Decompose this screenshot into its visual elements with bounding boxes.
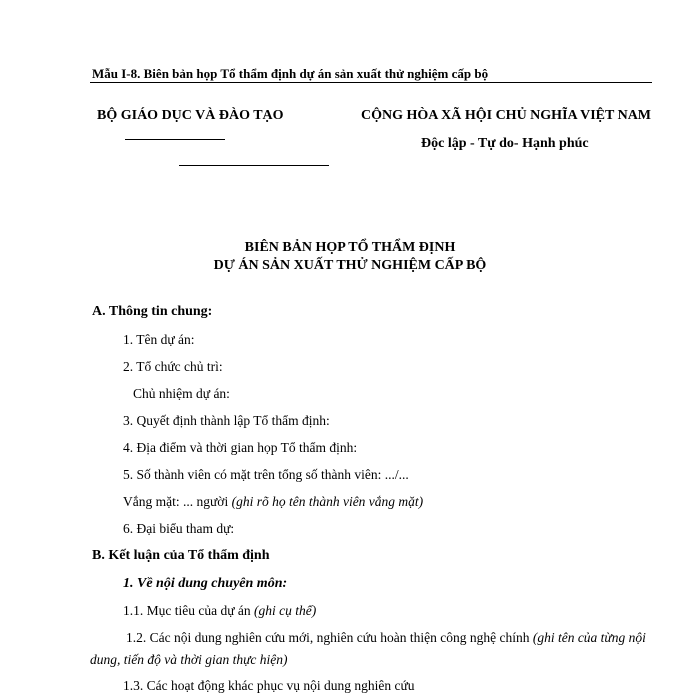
item-delegates: 6. Đại biểu tham dự: — [123, 521, 235, 536]
objective-label: 1.1. Mục tiêu của dự án — [123, 603, 255, 618]
title-underline — [90, 82, 652, 83]
item-other-activities: 1.3. Các hoạt động khác phục vụ nội dung nghiên cứu — [123, 678, 415, 693]
document-title-line2: DỰ ÁN SẢN XUẤT THỬ NGHIỆM CẤP BỘ — [213, 258, 487, 273]
objective-note: (ghi cụ thể) — [254, 603, 317, 618]
item-decision: 3. Quyết định thành lập Tổ thẩm định: — [123, 413, 330, 428]
item-absent — [123, 494, 423, 510]
motto-underline — [179, 165, 329, 166]
research-contents-note: (ghi tên của từng nội dung, tiến độ và thời gian thực hiện) — [90, 630, 646, 667]
item-research-contents — [90, 627, 652, 671]
document-title-line1: BIÊN BẢN HỌP TỔ THẨM ĐỊNH — [244, 240, 456, 255]
section-b-heading: B. Kết luận của Tổ thẩm định — [92, 548, 270, 563]
ministry-name: BỘ GIÁO DỤC VÀ ĐÀO TẠO — [97, 108, 284, 123]
item-project-leader: Chủ nhiệm dự án: — [133, 386, 230, 401]
national-motto: Độc lập - Tự do- Hạnh phúc — [421, 136, 589, 151]
section-a-heading: A. Thông tin chung: — [92, 304, 213, 319]
form-title: Mẫu I-8. Biên bản họp Tổ thẩm định dự án sản xuất thử nghiệm cấp bộ — [92, 66, 489, 81]
item-location-time: 4. Địa điểm và thời gian họp Tổ thẩm định: — [123, 440, 358, 455]
ministry-underline — [125, 139, 225, 140]
republic-name: CỘNG HÒA XÃ HỘI CHỦ NGHĨA VIỆT NAM — [361, 108, 652, 123]
subsection-professional-content: 1. Về nội dung chuyên môn: — [123, 576, 288, 591]
item-project-name: 1. Tên dự án: — [123, 332, 195, 347]
item-project-objective — [123, 603, 316, 619]
item-host-organization: 2. Tổ chức chủ trì: — [123, 359, 223, 374]
item-members-present: 5. Số thành viên có mặt trên tổng số thành viên: .../... — [123, 467, 409, 482]
research-contents-label: 1.2. Các nội dung nghiên cứu mới, nghiên cứu hoàn thiện công nghệ chính — [126, 630, 533, 645]
absent-note: (ghi rõ họ tên thành viên vắng mặt) — [231, 494, 424, 509]
absent-label: Vắng mặt: ... người — [123, 494, 232, 509]
